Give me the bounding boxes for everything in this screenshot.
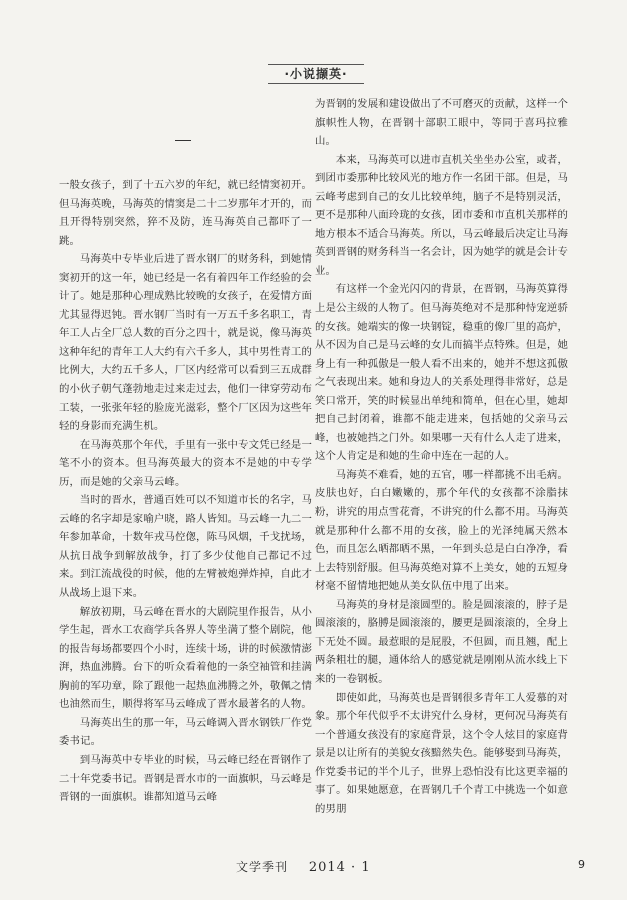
paragraph: 即使如此，马海英也是晋钢很多青年工人爱慕的对象。那个年代似乎不太讲究什么身材，更何况马海英有一个普通女孩没有的家庭背景，这个令人炫目的家庭背景是以让所有的美貌女孩黯然失色。能够娶到马海英，作党委书记的半个儿子，世界上恐怕没有比这更幸福的事了。如果她愿意，在晋钢几千个青工中挑选一个如意的男朋 [315,691,568,815]
paragraph: 到马海英中专毕业的时候，马云峰已经在晋钢作了二十年党委书记。晋钢是晋水市的一面旗帜，马云峰是晋钢的一面旗帜。谁都知道马云峰 [59,753,312,804]
paragraph: 本来，马海英可以进市直机关坐坐办公室，或者，到团市委那种比较风光的地方作一名团干部。但是，马云峰考虑到自己的女儿比较单纯，脑子不是特别灵活，更不是那种八面玲珑的女孩，团市委和市直机关那样的地方根本不适合马海英。所以，马云峰最后决定让马海英到晋钢的财务科当一名会计，因为她学的就是会计专业。 [315,153,568,277]
paragraph: 为晋钢的发展和建设做出了不可磨灭的贡献，这样一个旗帜性人物，在晋钢十部职工眼中，等同于喜玛拉雅山。 [315,98,568,148]
paragraph: 马海英不难看，她的五官，哪一样都挑不出毛病。皮肤也好，白白嫩嫩的，那个年代的女孩都不涂脂抹粉，讲究的用点雪花膏，不讲究的什么都不用。马海英就是那种什么都不用的女孩，脸上的光泽纯属天然本色，而且怎么晒都晒不黑，一年到头总是白白净净，看上去特别舒服。但马海英绝对算不上美女，她的五短身材毫不留情地把她从美女队伍中甩了出来。 [315,468,568,593]
paragraph: 马海英出生的那一年，马云峰调入晋水钢铁厂作党委书记。 [59,716,312,748]
paragraph: 解放初期，马云峰在晋水的大剧院里作报告，从小学生起，晋水工农商学兵各界人等坐满了整个剧院，他的报告每场都要四个小时，连续十场，讲的时候激情澎湃，热血沸腾。台下的听众看着他的一条空袖管和挂满胸前的军功章，除了跟他一起热血沸腾之外，敬佩之情也油然而生，顺得将军马云峰成了晋水最著名的人物。 [59,605,312,711]
journal-name: 文学季刊 [236,860,289,874]
page-number: 9 [578,858,585,871]
paragraph: 当时的晋水，普通百姓可以不知道市长的名字，马云峰的名字却是家喻户晓，路人皆知。马云峰一九二一年参加革命，十数年戎马倥偬，陈马风烟，千戈扰场，从抗日战争到解放战争，打了多少仗他自己都记不过来。到江流战役的时候，他的左臂被炮弹炸掉，自此才从战场上退下来。 [59,494,312,600]
paragraph: 马海英的身材是滚圆型的。脸是圆滚滚的，脖子是圆滚滚的，胳膊是圆滚滚的，腰更是圆滚滚的，全身上下无处不圆。最惹眼的是屁股，不但圆，而且翘，配上两条粗壮的腿，通体给人的感觉就是刚刚从流水线上下来的一卷钢板。 [315,598,568,685]
section-header: ·小说撷英· [268,64,364,84]
right-column [315,95,568,818]
paragraph: 有这样一个金光闪闪的背景，在晋钢，马海英算得上是公主级的人物了。但马海英绝对不是那种恃宠逆骄的女孩。她端实的像一块钢锭，稳重的像厂里的高炉，从不因为自己是马云峰的女儿而搞半点特殊。但是，她身上有一种孤傲是一般人看不出来的，她并不想这孤傲之气表现出来。她和身边人的关系处理得非常好，总是笑口常开，笑的时候显出单纯和简单，但在心里，她却把自己封闭着，谁都不能走进来，包括她的父亲马云峰，也被她挡之门外。如果哪一天有什么人走了进来，这个人肯定是和她的生命中连在一起的人。 [315,283,568,463]
page-footer [236,858,371,875]
paragraph: 一般女孩子，到了十五六岁的年纪，就已经情窦初开。但马海英晚，马海英的情窦是二十二岁那年才开的，而且开得特别突然，猝不及防，连马海英自己都吓了一跳。 [59,179,312,247]
issue-number: 2014 · 1 [308,860,371,875]
chapter-mark [175,140,191,141]
left-column [59,176,312,807]
paragraph: 在马海英那个年代，手里有一张中专文凭已经是一笔不小的资本。但马海英最大的资本不是她的中专学历，而是她的父亲马云峰。 [59,438,312,488]
paragraph: 马海英中专毕业后进了晋水钢厂的财务科，到她情窦初开的这一年，她已经是一名有着四年工作经验的会计了。她是那种心理成熟比较晚的女孩子，在爱情方面尤其显得迟钝。晋水钢厂当时有一万五千多名职工，青年工人占全厂总人数的百分之四十，就是说，像马海英这种年纪的青年工人大约有六千多人，其中男性青工的比例大，大约五千多人，厂区内经常可以看到三五成群的小伙子朝气蓬勃地走过来走过去，他们一律穿劳动布工装，一张张年轻的脸庞光滋彩，整个厂区因为这些年轻的身影而充满生机。 [59,253,312,433]
